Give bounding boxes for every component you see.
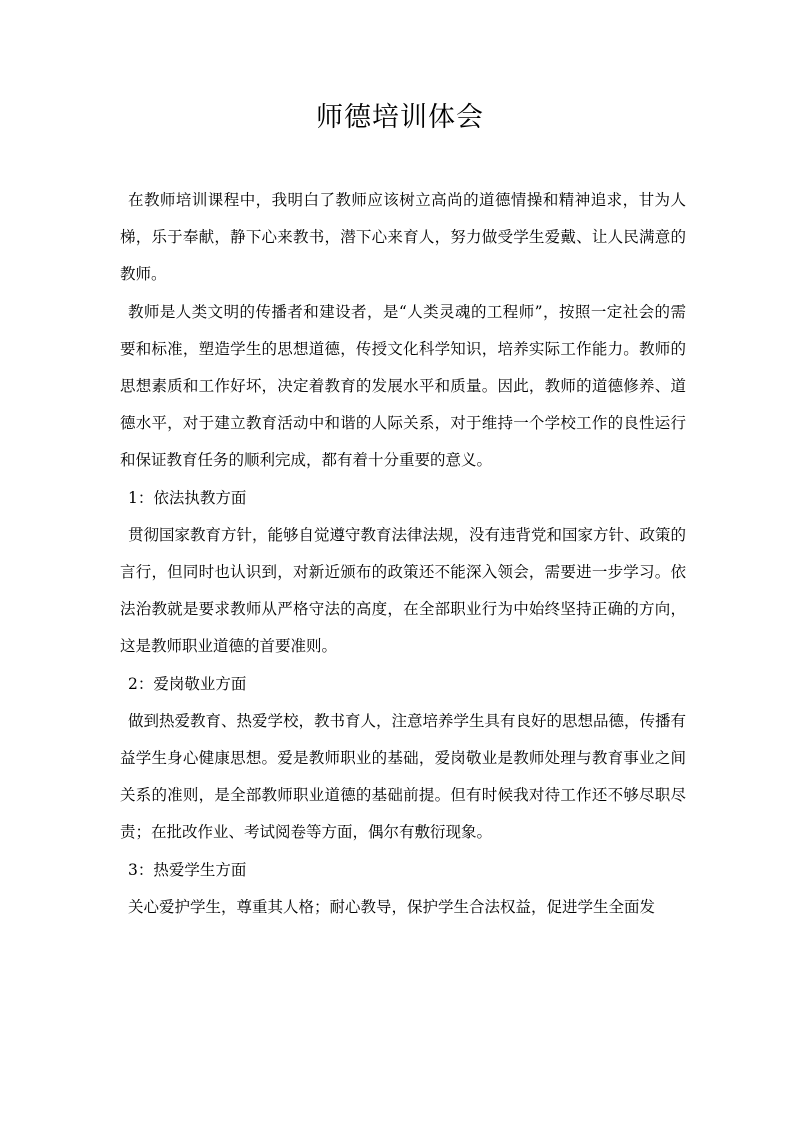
paragraph-teacher-role: 教师是人类文明的传播者和建设者，是“人类灵魂的工程师”，按照一定社会的需要和标准，塑造学生的思想道德，传授文化科学知识，培养实际工作能力。教师的思想素质和工作好坏，决定着教育的发展水平和质量。因此，教师的道德修养、道德水平，对于建立教育活动中和谐的人际关系，对于维持一个学校工作的良性运行和保证教育任务的顺利完成，都有着十分重要的意义。 — [120, 302, 686, 470]
paragraph-law: 贯彻国家教育方针，能够自觉遵守教育法律法规，没有违背党和国家方针、政策的言行，但同时也认识到，对新近颁布的政策还不能深入领会，需要进一步学习。依法治教就是要求教师从严格守法的高度，在全部职业行为中始终坚持正确的方向，这是教师职业道德的首要准则。 — [120, 525, 687, 656]
paragraph-dedication: 做到热爱教育、热爱学校，教书育人，注意培养学生具有良好的思想品德，传播有益学生身心健康思想。爱是教师职业的基础，爱岗敬业是教师处理与教育事业之间关系的准则，是全部教师职业道德的基础前提。但有时候我对待工作还不够尽职尽责；在批改作业、考试阅卷等方面，偶尔有敷衍现象。 — [120, 711, 687, 842]
paragraph-students: 关心爱护学生，尊重其人格；耐心教导，保护学生合法权益，促进学生全面发 — [128, 897, 656, 916]
section-heading-dedication: 2：爱岗敬业方面 — [128, 674, 247, 693]
section-heading-law: 1：依法执教方面 — [128, 488, 247, 507]
paragraph-intro: 在教师培训课程中，我明白了教师应该树立高尚的道德情操和精神追求，甘为人梯，乐于奉献，静下心来教书，潜下心来育人，努力做受学生爱戴、让人民满意的教师。 — [120, 191, 686, 284]
document-body — [120, 182, 686, 926]
page-title: 师德培训体会 — [316, 102, 484, 133]
section-heading-students: 3：热爱学生方面 — [128, 860, 247, 879]
